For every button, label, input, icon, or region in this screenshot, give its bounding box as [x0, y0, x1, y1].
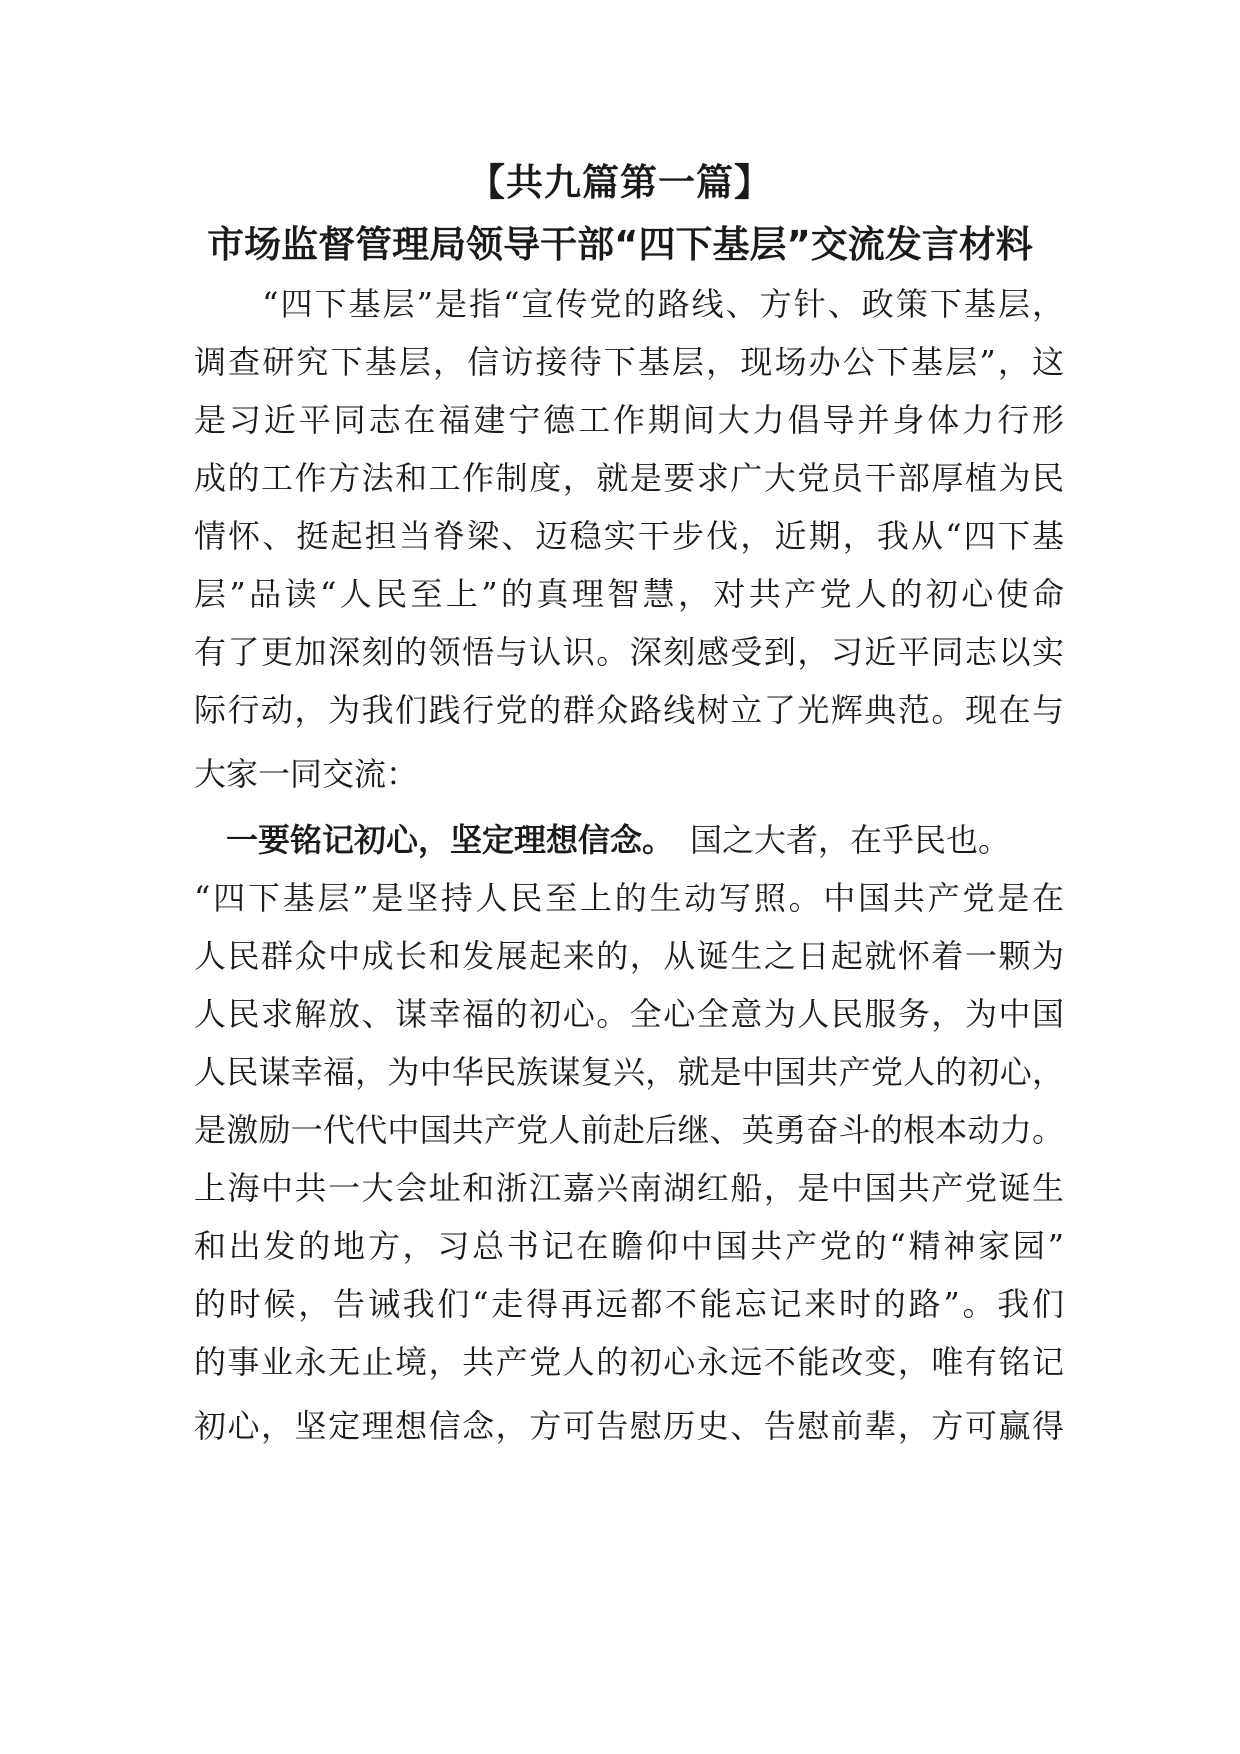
- paragraph-first-line: [194, 818, 1064, 862]
- paragraph-line: 际行动，为我们践行党的群众路线树立了光辉典范。现在与: [194, 691, 1064, 729]
- paragraph-line: 成的工作方法和工作制度，就是要求广大党员干部厚植为民: [194, 459, 1064, 497]
- section-lead-text: 国之大者，在乎民也。: [690, 821, 1011, 859]
- paragraph-line: 人民求解放、谋幸福的初心。全心全意为人民服务，为中国: [194, 995, 1064, 1033]
- paragraph-line: 是习近平同志在福建宁德工作期间大力倡导并身体力行形: [194, 401, 1064, 439]
- paragraph-line: 人民谋幸福，为中华民族谋复兴，就是中国共产党人的初心，: [194, 1053, 1064, 1091]
- series-title: 【共九篇第一篇】: [468, 161, 772, 204]
- paragraph-line: 层”品读“人民至上”的真理智慧，对共产党人的初心使命: [194, 575, 1064, 613]
- section-lead-heading: 一要铭记初心，坚定理想信念。: [194, 821, 659, 859]
- paragraph-line: 是激励一代代中国共产党人前赴后继、英勇奋斗的根本动力。: [194, 1111, 1064, 1149]
- paragraph-line: 的时候，告诫我们“走得再远都不能忘记来时的路”。我们: [194, 1285, 1064, 1323]
- paragraph-line: 大家一同交流：: [194, 755, 419, 793]
- main-title: 市场监督管理局领导干部“四下基层”交流发言材料: [207, 223, 1033, 266]
- paragraph-line: 的事业永无止境，共产党人的初心永远不能改变，唯有铭记: [194, 1343, 1064, 1381]
- paragraph-line: 上海中共一大会址和浙江嘉兴南湖红船，是中国共产党诞生: [194, 1169, 1064, 1207]
- paragraph-line: 人民群众中成长和发展起来的，从诞生之日起就怀着一颗为: [194, 937, 1064, 975]
- paragraph-line: 情怀、挺起担当脊梁、迈稳实干步伐，近期，我从“四下基: [194, 517, 1064, 555]
- paragraph-line: 初心，坚定理想信念，方可告慰历史、告慰前辈，方可赢得: [194, 1407, 1064, 1445]
- paragraph-line: 调查研究下基层，信访接待下基层，现场办公下基层”，这: [194, 343, 1064, 381]
- paragraph-line: 有了更加深刻的领悟与认识。深刻感受到，习近平同志以实: [194, 633, 1064, 671]
- paragraph-line: 和出发的地方，习总书记在瞻仰中国共产党的“精神家园”: [194, 1227, 1064, 1265]
- paragraph-line: “四下基层”是指“宣传党的路线、方针、政策下基层，: [194, 285, 1064, 323]
- paragraph-line: “四下基层”是坚持人民至上的生动写照。中国共产党是在: [194, 879, 1064, 917]
